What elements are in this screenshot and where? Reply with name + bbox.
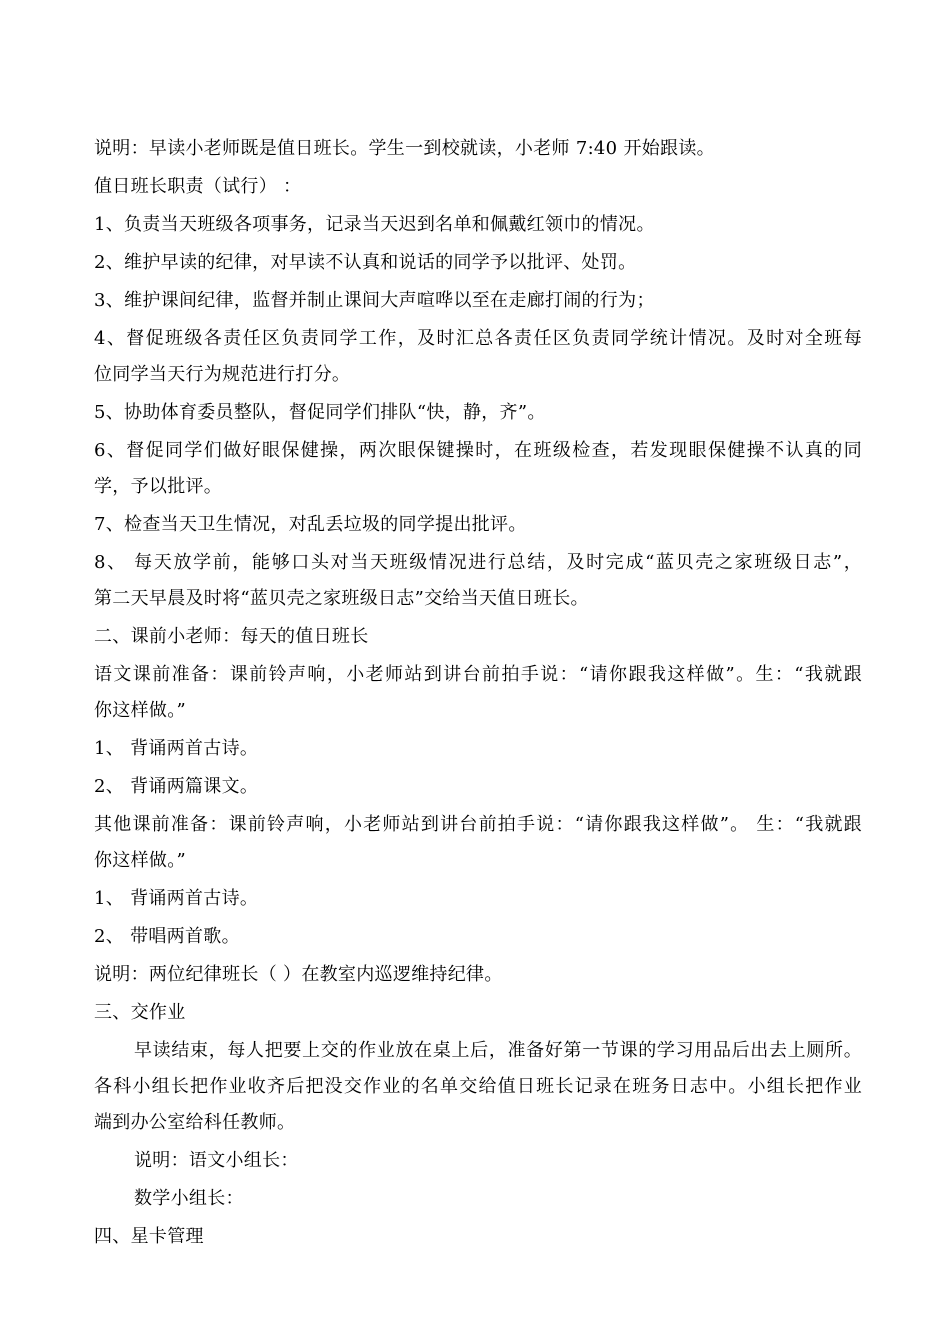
duty-item-5: 5、协助体育委员整队，督促同学们排队“快，静，齐”。 bbox=[94, 402, 546, 423]
duty-item-6-cont: 学，予以批评。 bbox=[94, 476, 223, 497]
duty-item-8-cont: 第二天早晨及时将“蓝贝壳之家班级日志”交给当天值日班长。 bbox=[94, 588, 589, 609]
math-group-leader: 数学小组长： bbox=[134, 1188, 244, 1209]
discipline-note: 说明：两位纪律班长（ ）在教室内巡逻维持纪律。 bbox=[94, 964, 503, 985]
note-early-reading: 说明：早读小老师既是值日班长。学生一到校就读，小老师 7:40 开始跟读。 bbox=[94, 138, 715, 159]
section-2-heading: 二、课前小老师：每天的值日班长 bbox=[94, 626, 369, 647]
duty-item-2: 2、维护早读的纪律，对早读不认真和说话的同学予以批评、处罚。 bbox=[94, 252, 637, 273]
duty-item-4-cont: 位同学当天行为规范进行打分。 bbox=[94, 364, 351, 385]
duty-item-8: 8、 每天放学前，能够口头对当天班级情况进行总结，及时完成“蓝贝壳之家班级日志”， bbox=[94, 552, 862, 573]
chinese-prep-item-1: 1、 背诵两首古诗。 bbox=[94, 738, 259, 759]
section-4-heading: 四、星卡管理 bbox=[94, 1226, 204, 1247]
section-3-heading: 三、交作业 bbox=[94, 1002, 186, 1023]
other-prep: 其他课前准备：课前铃声响，小老师站到讲台前拍手说：“请你跟我这样做”。 生：“我就跟 bbox=[94, 814, 862, 835]
duty-item-3: 3、维护课间纪律，监督并制止课间大声喧哗以至在走廊打闹的行为； bbox=[94, 290, 655, 311]
other-prep-cont: 你这样做。” bbox=[94, 850, 187, 871]
duty-item-4: 4、督促班级各责任区负责同学工作，及时汇总各责任区负责同学统计情况。及时对全班每 bbox=[94, 328, 862, 349]
other-prep-item-2: 2、 带唱两首歌。 bbox=[94, 926, 240, 947]
chinese-group-leader: 说明：语文小组长： bbox=[134, 1150, 299, 1171]
homework-paragraph-1: 早读结束，每人把要上交的作业放在桌上后，准备好第一节课的学习用品后出去上厕所。 bbox=[134, 1040, 862, 1061]
duty-item-7: 7、检查当天卫生情况，对乱丢垃圾的同学提出批评。 bbox=[94, 514, 527, 535]
duty-item-1: 1、负责当天班级各项事务，记录当天迟到名单和佩戴红领巾的情况。 bbox=[94, 214, 655, 235]
chinese-prep-cont: 你这样做。” bbox=[94, 700, 187, 721]
duty-monitor-heading: 值日班长职责（试行） ： bbox=[94, 176, 302, 197]
chinese-prep: 语文课前准备：课前铃声响，小老师站到讲台前拍手说：“请你跟我这样做”。生：“我就跟 bbox=[94, 664, 862, 685]
chinese-prep-item-2: 2、 背诵两篇课文。 bbox=[94, 776, 259, 797]
other-prep-item-1: 1、 背诵两首古诗。 bbox=[94, 888, 259, 909]
duty-item-6: 6、督促同学们做好眼保健操，两次眼保键操时，在班级检查，若发现眼保健操不认真的同 bbox=[94, 440, 862, 461]
homework-paragraph-2: 各科小组长把作业收齐后把没交作业的名单交给值日班长记录在班务日志中。小组长把作业 bbox=[94, 1076, 862, 1097]
homework-paragraph-3: 端到办公室给科任教师。 bbox=[94, 1112, 296, 1133]
